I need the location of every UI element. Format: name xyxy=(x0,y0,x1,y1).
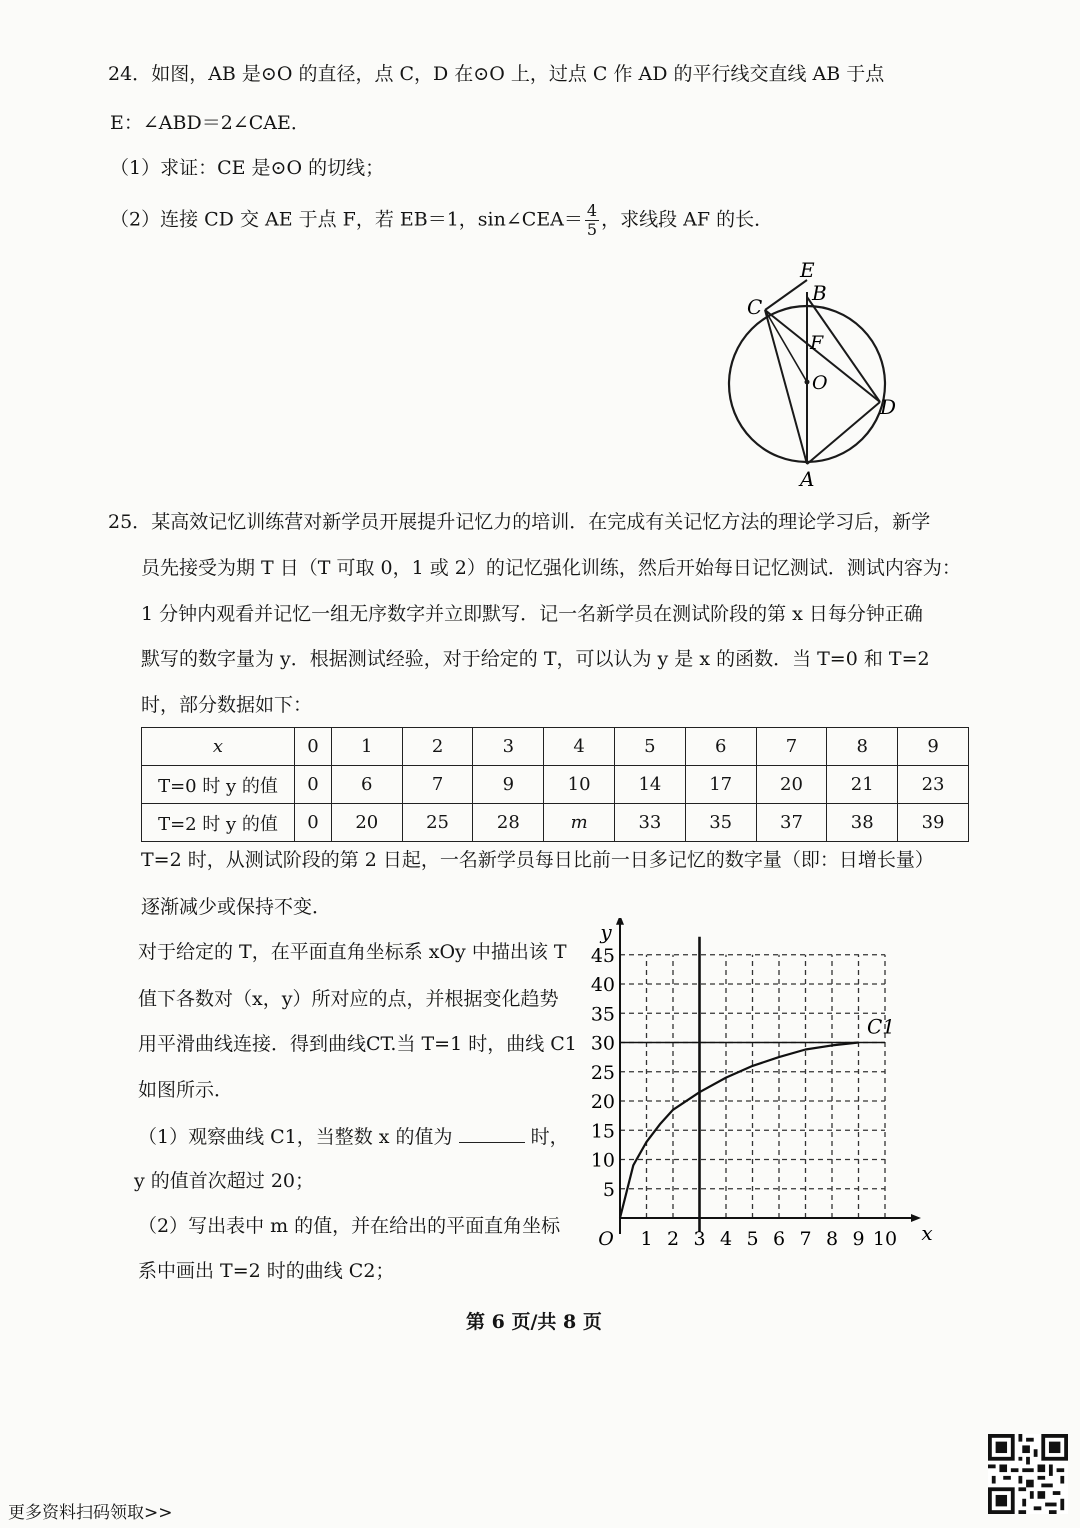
q25-after-table-line1: T=2 时，从测试阶段的第 2 日起，一名新学员每日比前一日多记忆的数字量（即：日增长量） xyxy=(141,849,934,871)
y-tick-label: 30 xyxy=(590,1032,615,1055)
table-cell: 9 xyxy=(898,728,969,766)
table-cell: 23 xyxy=(898,766,969,804)
table-cell: 37 xyxy=(756,804,827,842)
q25-after-table-line2: 逐渐减少或保持不变． xyxy=(141,896,332,918)
q25-number: 25． xyxy=(108,511,152,533)
promo-text: 更多资料扫码领取>> xyxy=(8,1503,173,1523)
table-cell: 25 xyxy=(402,804,473,842)
q25-left-line3: 用平滑曲线连接．得到曲线CT.当 T=1 时，曲线 C1 xyxy=(138,1033,577,1055)
table-cell: 7 xyxy=(756,728,827,766)
q25-para-line1: 25．某高效记忆训练营对新学员开展提升记忆力的培训．在完成有关记忆方法的理论学习后，新学 xyxy=(108,511,931,533)
table-cell: 0 xyxy=(295,804,332,842)
q25-left-line1: 对于给定的 T，在平面直角坐标系 xOy 中描出该 T xyxy=(138,941,567,963)
q25-sub1: （1）观察曲线 C1，当整数 x 的值为 时， xyxy=(138,1122,569,1151)
y-tick-label: 20 xyxy=(590,1091,615,1113)
fraction: $\frac{4}{5}$ xyxy=(586,201,598,239)
table-cell: 17 xyxy=(685,766,756,804)
y-tick-label: 45 xyxy=(590,944,615,967)
table-cell: 28 xyxy=(473,804,544,842)
x-tick-label: 1 xyxy=(640,1228,653,1250)
label-e: E xyxy=(800,258,815,282)
label-o: O xyxy=(812,372,828,394)
table-cell: T=0 时 y 的值 xyxy=(142,766,295,804)
table-cell: 33 xyxy=(615,804,686,842)
table-row xyxy=(142,804,969,842)
line-co xyxy=(765,310,807,382)
table-cell: 20 xyxy=(331,804,402,842)
label-c: C xyxy=(747,295,763,319)
table-cell: 20 xyxy=(756,766,827,804)
table-cell: 14 xyxy=(615,766,686,804)
y-tick-label: 25 xyxy=(590,1061,615,1084)
table-cell: 38 xyxy=(827,804,898,842)
series-point xyxy=(619,1217,621,1219)
y-tick-label: 35 xyxy=(590,1003,615,1026)
series-point xyxy=(632,1165,634,1167)
x-tick-label: 5 xyxy=(746,1228,759,1250)
table-row xyxy=(142,766,969,804)
label-d: D xyxy=(880,395,897,419)
x-tick-label: 7 xyxy=(799,1228,812,1250)
table-cell: 35 xyxy=(685,804,756,842)
q24-part2: （2）连接 CD 交 AE 于点 F，若 EB＝1，sin∠CEA＝ $\frac{4}{5}$ ，求线段 AF 的长． xyxy=(110,201,774,239)
table-cell: m xyxy=(544,804,615,842)
series-point xyxy=(778,1056,780,1058)
q25-left-line2: 值下各数对（x，y）所对应的点，并根据变化趋势 xyxy=(138,988,559,1010)
y-tick-label: 15 xyxy=(590,1120,615,1143)
label-b: B xyxy=(812,281,827,305)
page-number: 第 6 页/共 8 页 xyxy=(466,1311,602,1333)
series-point xyxy=(646,1141,648,1143)
table-cell: 7 xyxy=(402,766,473,804)
y-tick-label: 40 xyxy=(590,974,615,996)
series-point xyxy=(831,1045,833,1047)
table-cell: 9 xyxy=(473,766,544,804)
table-cell: x xyxy=(142,728,295,766)
y-tick-label: 10 xyxy=(590,1149,615,1172)
q24-stem-line2: E：∠ABD＝2∠CAE． xyxy=(110,112,310,134)
line-ca xyxy=(765,310,807,464)
q25-para-line3: 1 分钟内观看并记忆一组无序数字并立即默写．记一名新学员在测试阶段的第 x 日每分钟正确 xyxy=(141,603,923,625)
label-f: F xyxy=(810,332,824,354)
data-table xyxy=(141,727,969,842)
table-cell: 2 xyxy=(402,728,473,766)
x-tick-label: 6 xyxy=(772,1228,786,1250)
table-cell: 3 xyxy=(473,728,544,766)
series-point xyxy=(858,1042,860,1044)
origin-label: O xyxy=(598,1228,614,1250)
series-point xyxy=(699,1091,701,1093)
x-tick-label: 4 xyxy=(719,1228,733,1250)
table-cell: 1 xyxy=(331,728,402,766)
qr-code-icon xyxy=(988,1434,1068,1514)
q25-left-line4: 如图所示． xyxy=(138,1079,234,1101)
coordinate-chart xyxy=(580,918,945,1258)
table-cell: 0 xyxy=(295,728,332,766)
table-cell: 8 xyxy=(827,728,898,766)
table-cell: 4 xyxy=(544,728,615,766)
q25-sub1-line2: y 的值首次超过 20； xyxy=(134,1170,314,1192)
q24-part1: （1）求证：CE 是⊙O 的切线； xyxy=(110,157,385,179)
series-point xyxy=(672,1109,674,1111)
x-tick-label: 2 xyxy=(666,1228,680,1250)
q25-para-line2: 员先接受为期 T 日（T 可取 0，1 或 2）的记忆强化训练，然后开始每日记忆测试．测试内容为： xyxy=(141,557,961,579)
q25-sub2-line1: （2）写出表中 m 的值，并在给出的平面直角坐标 xyxy=(138,1215,561,1237)
x-tick-label: 3 xyxy=(693,1228,706,1250)
table-cell: 21 xyxy=(827,766,898,804)
table-cell: 6 xyxy=(331,766,402,804)
series-point xyxy=(805,1049,807,1051)
table-cell: 5 xyxy=(615,728,686,766)
q25-para-line5: 时，部分数据如下： xyxy=(141,694,313,716)
q25-sub2-line2: 系中画出 T=2 时的曲线 C2； xyxy=(138,1260,395,1282)
label-a: A xyxy=(800,467,815,491)
table-cell: 10 xyxy=(544,766,615,804)
series-point xyxy=(725,1077,727,1079)
x-tick-label: 9 xyxy=(852,1228,865,1250)
table-cell: 0 xyxy=(295,766,332,804)
q25-para-line4: 默写的数字量为 y．根据测试经验，对于给定的 T，可以认为 y 是 x 的函数．当 T=0 和 T=2 xyxy=(141,648,930,670)
q24-stem-line1: 24．如图，AB 是⊙O 的直径，点 C，D 在⊙O 上，过点 C 作 AD 的平行线交直线 AB 于点 xyxy=(108,63,885,85)
x-axis-label: x xyxy=(921,1221,933,1245)
series-point xyxy=(659,1124,661,1126)
table-cell: 39 xyxy=(898,804,969,842)
y-axis-label: y xyxy=(600,919,612,944)
curve-label-c1: C1 xyxy=(867,1014,896,1039)
answer-blank xyxy=(459,1122,525,1143)
series-point xyxy=(752,1065,754,1067)
y-tick-label: 5 xyxy=(602,1178,615,1201)
q24-number: 24． xyxy=(108,63,152,85)
x-axis-arrow-icon xyxy=(911,1214,921,1222)
x-tick-label: 10 xyxy=(872,1228,898,1250)
table-cell: 6 xyxy=(685,728,756,766)
circle-figure xyxy=(720,252,920,492)
center-point xyxy=(805,380,810,385)
table-cell: T=2 时 y 的值 xyxy=(142,804,295,842)
x-tick-label: 8 xyxy=(825,1228,839,1250)
y-axis-arrow-icon xyxy=(616,918,624,925)
table-row xyxy=(142,728,969,766)
